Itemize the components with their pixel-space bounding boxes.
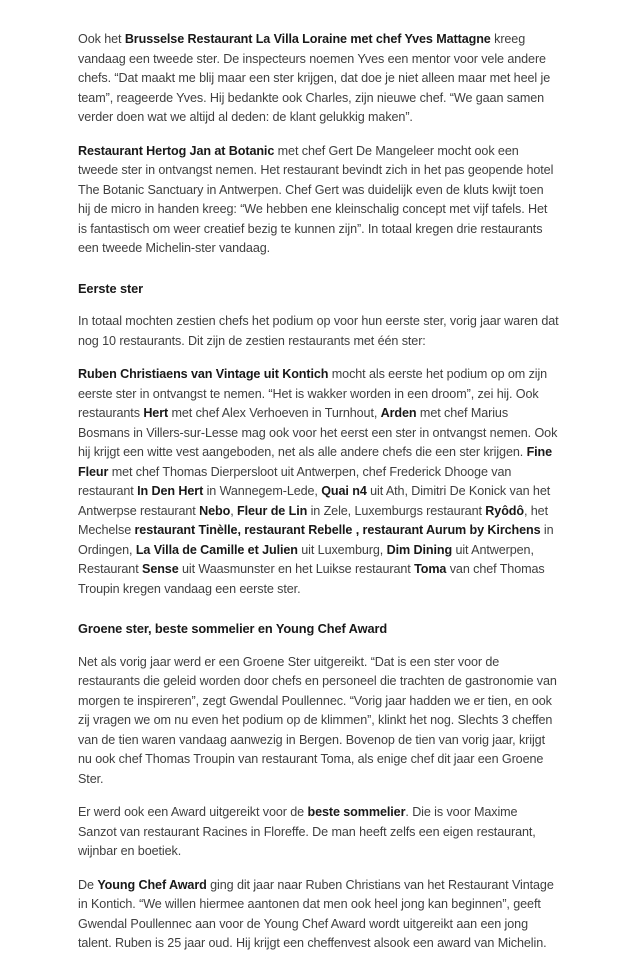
paragraph	[78, 653, 559, 790]
body-text: uit Ath, Dimitri De Konick van het Antwerpse restaurant	[78, 484, 551, 518]
body-text: uit Luxemburg,	[297, 542, 387, 557]
body-text: met chef Alex Verhoeven in Turnhout,	[168, 406, 381, 420]
paragraph	[78, 803, 559, 862]
section-heading	[78, 619, 559, 639]
bold-text: Groene ster, beste sommelier en Young Chef Award	[78, 621, 388, 636]
paragraph	[78, 876, 559, 954]
bold-text: Dim Dining	[386, 542, 453, 557]
paragraph	[78, 142, 559, 259]
body-text: met chef Gert De Mangeleer mocht ook een tweede ster in ontvangst nemen. Het restaurant bevindt zich in het pas geopende hotel The Botanic Sanctuary in Antwerpen. Chef Gert was duidelijk even de kluts kwijt toen hij de micro in handen kreeg: “We hebben ene kleinschalig concept met vijf tafels. Het is fantastisch om weer creatief bezig te kunnen zijn”. In totaal kregen drie restaurants een tweede Michelin-ster vandaag.	[78, 143, 554, 255]
bold-text: Quai n4	[321, 484, 367, 498]
bold-text: Fine Fleur	[78, 445, 553, 479]
bold-text: Brusselse Restaurant La Villa Loraine met chef Yves Mattagne	[124, 32, 491, 46]
body-text: met chef Thomas Dierpersloot uit Antwerpen, chef Frederick Dhooge van restaurant	[78, 464, 512, 498]
bold-text: In Den Hert	[137, 484, 204, 498]
bold-text: Sense	[142, 562, 179, 576]
body-text: Er werd ook een Award uitgereikt voor de	[78, 805, 308, 819]
body-text: in Wannegem-Lede,	[203, 484, 322, 498]
body-text: van chef Thomas Troupin kregen vandaag een eerste ster.	[78, 562, 545, 596]
section-heading	[78, 279, 559, 299]
bold-text: Young Chef Award	[97, 877, 207, 892]
body-text: ,	[230, 503, 238, 518]
body-text: met chef Marius Bosmans in Villers-sur-Lesse mag ook voor het eerst een ster in ontvangst nemen. Ook hij krijgt een witte vest aangeboden, net als alle andere chefs die een ster krijgen.	[78, 406, 558, 459]
body-text: uit Waasmunster en het Luikse restaurant	[178, 562, 415, 576]
bold-text: Fleur de Lin	[237, 503, 308, 518]
paragraph	[78, 30, 559, 128]
body-text: In totaal mochten zestien chefs het podium op voor hun eerste ster, vorig jaar waren dat nog 10 restaurants. Dit zijn de zestien restaurants met één ster:	[78, 314, 559, 348]
paragraph	[78, 312, 559, 351]
bold-text: Ryôdô	[485, 503, 524, 518]
body-text: ging dit jaar naar Ruben Christians van het Restaurant Vintage in Kontich. “We willen hiermee aantonen dat men ook heel jong kan beginnen”, geeft Gwendal Poullennec aan voor de Young Chef Award wordt uitgereikt aan een jong talent. Ruben is 25 jaar oud. Hij krijgt een cheffenvest alsook een award van Michelin.	[78, 877, 554, 950]
body-text: in Zele, Luxemburgs restaurant	[307, 503, 486, 518]
body-text: in Ordingen,	[78, 523, 554, 557]
body-text: Ook het	[78, 32, 125, 46]
paragraph	[78, 365, 559, 599]
bold-text: Hert	[143, 406, 169, 420]
bold-text: Restaurant Hertog Jan at Botanic	[78, 143, 275, 158]
bold-text: Arden	[380, 406, 417, 420]
body-text: Net als vorig jaar werd er een Groene Ster uitgereikt. “Dat is een ster voor de restaurants die geleid worden door chefs en personeel die trachten de gastronomie van morgen te inspireren”, zegt Gwendal Poullennec. “Vorig jaar hadden we er tien, en ook zij vragen we om nu even het podium op de klimmen”, klinkt het nog. Slechts 3 cheffen van de tien waren vandaag aanwezig in Bergen. Bovenop de tien van vorig jaar, krijgt nu ook chef Thomas Troupin van restaurant Toma, als enige chef dit jaar een Groene Ster.	[78, 654, 557, 786]
bold-text: beste sommelier	[307, 805, 406, 819]
body-text: , het Mechelse	[78, 503, 548, 537]
body-text: De	[78, 877, 98, 892]
bold-text: La Villa de Camille et Julien	[135, 542, 298, 557]
bold-text: Toma	[414, 562, 447, 576]
body-text: kreeg vandaag een tweede ster. De inspecteurs noemen Yves een mentor voor vele andere chefs. “Dat maakt me blij maar een ster krijgen, dat doe je niet alleen maar met heel je team”, reageerde Yves. Hij bedankte ook Charles, zijn nieuwe chef. “We gaan samen verder doen wat we altijd al deden: de klant gelukkig maken”.	[78, 32, 551, 124]
bold-text: Ruben Christiaens van Vintage uit Kontich	[78, 367, 329, 381]
body-text: . Die is voor Maxime Sanzot van restaurant Racines in Floreffe. De man heeft zelfs een eigen restaurant, wijnbar en boetiek.	[78, 805, 536, 858]
bold-text: restaurant Tinèlle, restaurant Rebelle , restaurant Aurum by Kirchens	[134, 523, 541, 537]
body-text: uit Antwerpen, Restaurant	[78, 542, 534, 576]
bold-text: Eerste ster	[78, 280, 144, 296]
bold-text: Nebo	[199, 503, 231, 518]
body-text: mocht als eerste het podium op om zijn eerste ster in ontvangst te nemen. “Het is wakker worden in een droom”, zei hij. Ook restaurants	[78, 367, 548, 420]
